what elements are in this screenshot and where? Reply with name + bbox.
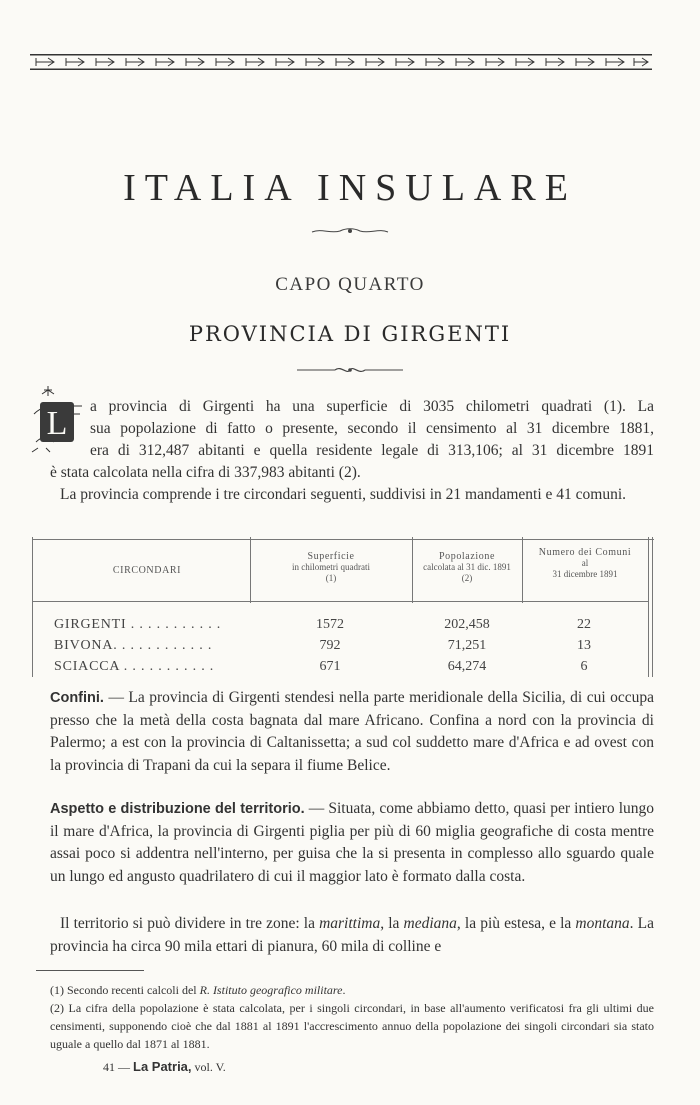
zone-marittima: marittima <box>319 915 381 932</box>
header-comuni-title: Numero dei Comuni <box>538 547 632 558</box>
header-superficie-title: Superficie <box>307 551 355 562</box>
circondari-intro-paragraph: La provincia comprende i tre circondari seguenti, suddivisi in 21 mandamenti e 41 comuni. <box>60 486 627 503</box>
aspetto-text: — Situata, come abbiamo detto, quasi per intiero lungo il mare d'Africa, la provincia di Girgenti piglia per più di 60 miglia geografiche di costa mentre assai poco si addentra nell'interno, per guisa che la si presenta in complesso allo sguardo quale un lungo ed angusto quadrilatero di cui il maggior lato è formato dalla costa. <box>50 800 654 885</box>
page-footer <box>103 1059 226 1075</box>
intro-line: era di 312,487 abitanti e quella residente legale di 313,106; al 31 dicembre 1891 <box>90 442 654 459</box>
intro-line: sua popolazione di fatto o presente, secondo il censimento al 31 dicembre 1881, <box>90 420 654 437</box>
header-superficie-note: (1) <box>325 573 337 583</box>
row-comuni: 13 <box>577 638 591 653</box>
aspetto-heading: Aspetto e distribuzione del territorio. <box>50 801 305 817</box>
volume-label: vol. V. <box>194 1060 226 1074</box>
work-title: La Patria, <box>133 1059 192 1074</box>
row-comuni: 6 <box>580 659 588 674</box>
header-comuni <box>522 547 648 580</box>
header-popolazione-sub: calcolata al 31 dic. 1891 <box>423 562 511 572</box>
zone-mediana: mediana <box>403 915 457 932</box>
row-name: SCIACCA . . . . . . . . . . . <box>54 659 215 674</box>
row-name: GIRGENTI . . . . . . . . . . . <box>54 617 222 632</box>
header-popolazione <box>412 551 522 584</box>
confini-heading: Confini. <box>50 690 104 706</box>
footnote-divider <box>36 970 144 971</box>
header-comuni-sub1: al <box>581 558 589 568</box>
header-popolazione-note: (2) <box>461 573 473 583</box>
signature-mark: 41 — <box>103 1060 130 1074</box>
footnote-2: (2) La cifra della popolazione è stata calcolata, per i singoli circondari, in base all'aumento verificatosi fra gli ultimi due censimenti, supponendo cioè che dal 1881 al 1891 l'accrescimento annuo della popolazione dei singoli circondari sia stato uguale a quello dal 1871 al 1881. <box>50 1001 654 1051</box>
header-circondari: CIRCONDARI <box>112 565 182 576</box>
circondari-table <box>32 537 654 677</box>
confini-paragraph <box>50 687 654 777</box>
row-popolazione: 202,458 <box>444 617 490 632</box>
header-comuni-sub2: 31 dicembre 1891 <box>552 569 618 579</box>
row-superficie: 671 <box>319 659 341 674</box>
row-superficie: 1572 <box>316 617 344 632</box>
table-row <box>32 614 654 636</box>
ornamental-band <box>30 52 652 72</box>
header-superficie-sub: in chilometri quadrati <box>292 562 370 572</box>
zone-montana: montana <box>575 915 630 932</box>
territorio-paragraph: Il territorio si può dividere in tre zone: la marittima, la mediana, la più estesa, e la montana. La provincia ha circa 90 mila ettari di pianura, 60 mila di colline e <box>50 915 654 955</box>
title-ornament <box>310 222 390 234</box>
row-superficie: 792 <box>319 638 341 653</box>
header-superficie <box>250 551 412 584</box>
table-row <box>32 635 654 657</box>
row-popolazione: 64,274 <box>447 659 487 674</box>
aspetto-paragraph <box>50 798 654 888</box>
row-popolazione: 71,251 <box>447 638 487 653</box>
table-row <box>32 656 654 678</box>
footnote-1: (1) Secondo recenti calcoli del R. Istituto geografico militare. <box>50 983 346 997</box>
confini-text: — La provincia di Girgenti stendesi nella parte meridionale della Sicilia, di cui occupa presso che la metà della costa bagnata dal mare Africano. Confina a nord con la provincia di Palermo; a est con la provincia di Caltanissetta; a sud col suddetto mare d'Africa e ad ovest con la provincia di Trapani da cui la separa il fiume Belice. <box>50 689 654 774</box>
row-name: BIVONA. . . . . . . . . . . . <box>54 638 213 653</box>
row-comuni: 22 <box>577 617 591 632</box>
drop-cap-letter: L <box>46 405 68 442</box>
chapter-heading: CAPO QUARTO <box>275 274 425 295</box>
intro-line: a provincia di Girgenti ha una superficie di 3035 chilometri quadrati (1). La <box>90 398 654 415</box>
intro-line: è stata calcolata nella cifra di 337,983 abitanti (2). <box>50 464 361 481</box>
province-heading: PROVINCIA DI GIRGENTI <box>188 322 512 346</box>
main-title: ITALIA INSULARE <box>123 167 577 209</box>
header-popolazione-title: Popolazione <box>438 551 496 562</box>
intro-paragraph <box>50 396 654 484</box>
section-ornament <box>295 361 405 373</box>
